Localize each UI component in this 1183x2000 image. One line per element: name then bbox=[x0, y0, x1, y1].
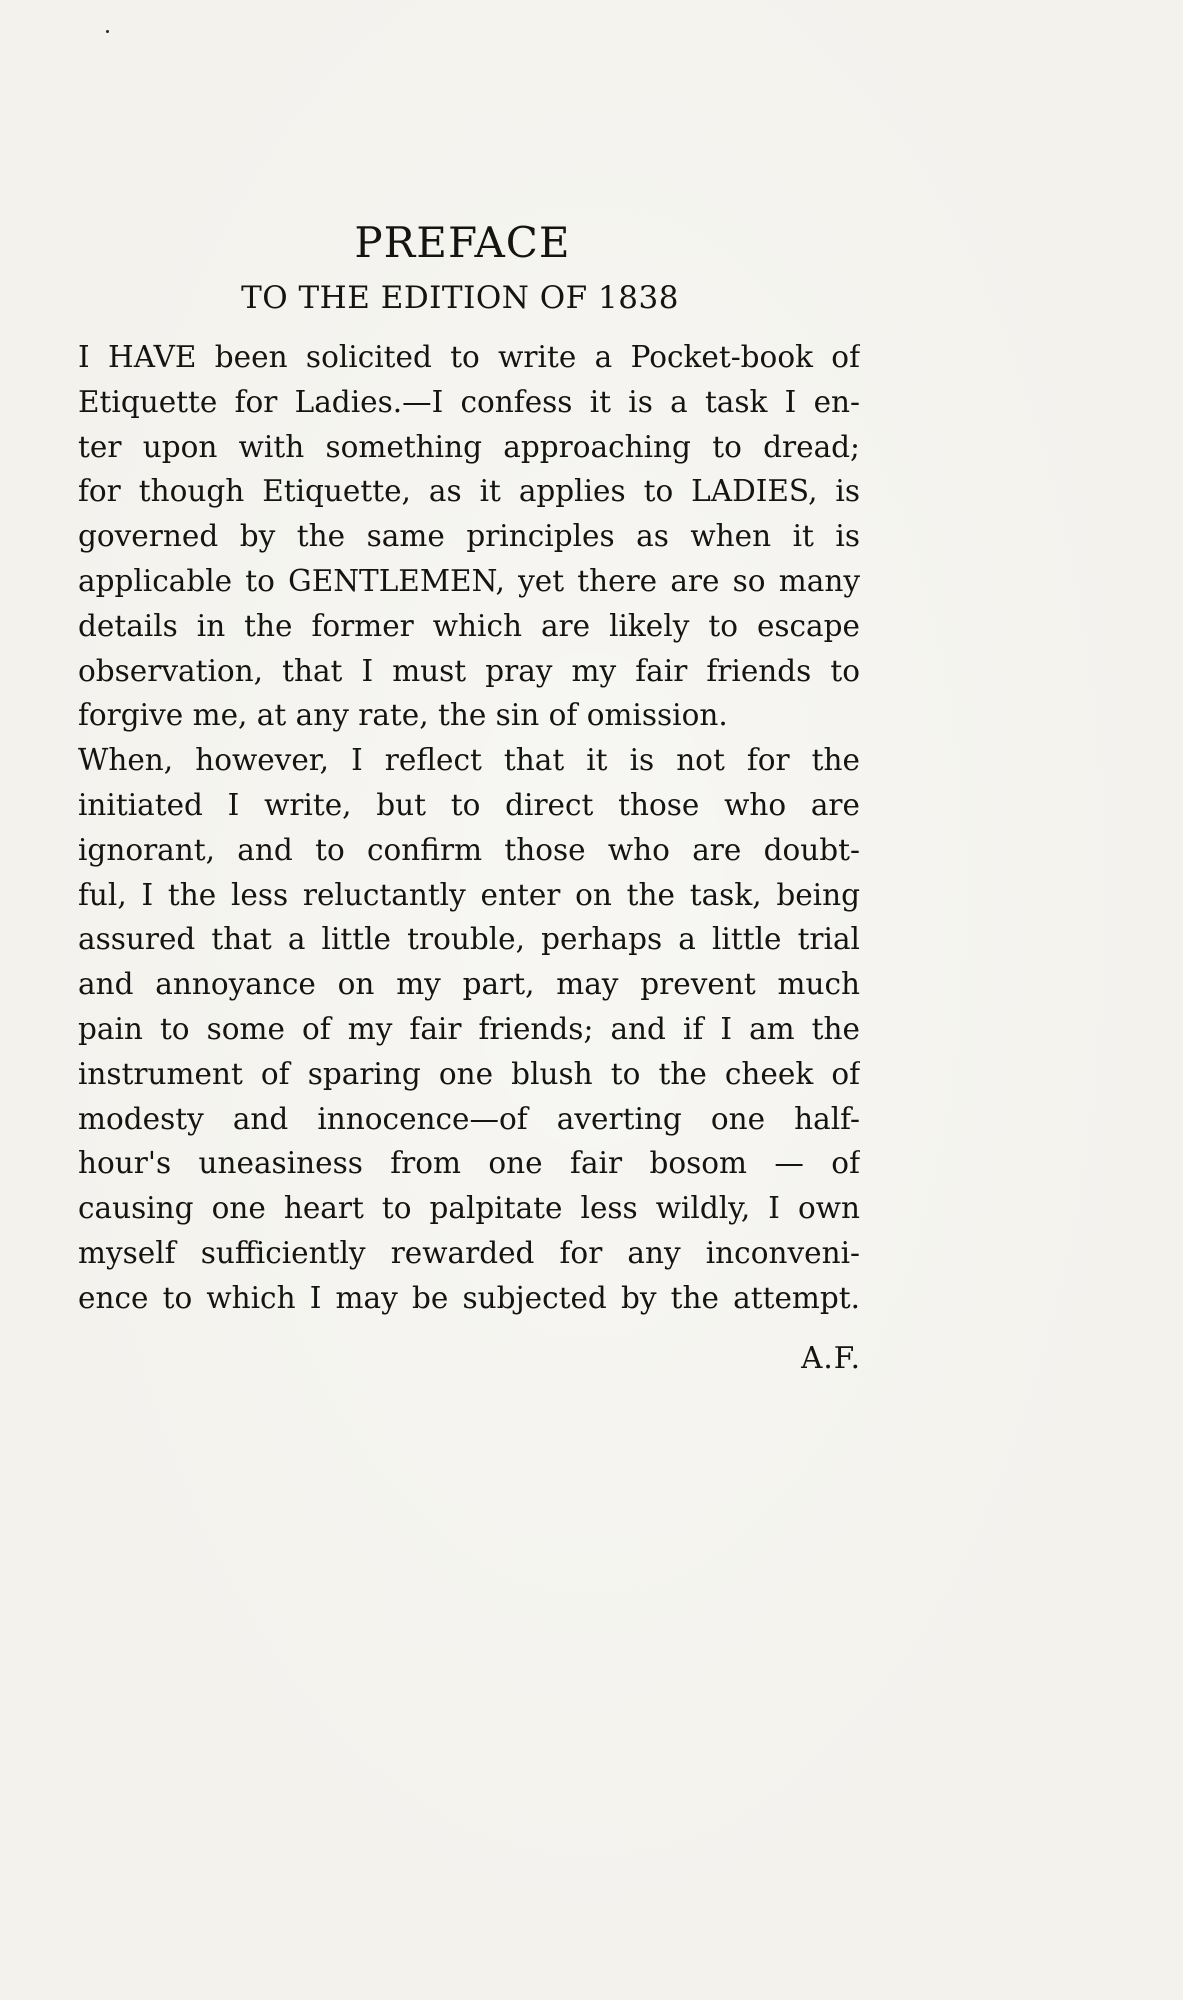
text-line: ter upon with something approaching to dread; bbox=[78, 429, 860, 464]
text-line: forgive me, at any rate, the sin of omission. bbox=[78, 698, 728, 733]
text-line: assured that a little trouble, perhaps a little trial bbox=[78, 922, 860, 957]
text-line: Etiquette for Ladies.—I confess it is a task I en- bbox=[78, 384, 860, 419]
text-line: for though Etiquette, as it applies to LADIES, is bbox=[78, 474, 860, 509]
text-line: initiated I write, but to direct those who are bbox=[78, 787, 860, 822]
text-line: myself sufficiently rewarded for any inconveni- bbox=[78, 1235, 860, 1270]
text-line: causing one heart to palpitate less wildly, I own bbox=[78, 1191, 860, 1226]
text-line: I HAVE been solicited to write a Pocket-book of bbox=[78, 340, 860, 374]
text-line: and annoyance on my part, may prevent much bbox=[78, 967, 860, 1002]
page-title: PREFACE bbox=[354, 218, 571, 267]
text-line: hour's uneasiness from one fair bosom — of bbox=[78, 1146, 860, 1181]
text-line: modesty and innocence—of averting one half- bbox=[78, 1101, 860, 1136]
page-subtitle bbox=[230, 280, 690, 316]
text-line: ful, I the less reluctantly enter on the task, being bbox=[78, 877, 860, 912]
text-line: observation, that I must pray my fair friends to bbox=[78, 653, 860, 688]
signature: A.F. bbox=[801, 1341, 861, 1375]
preface-body bbox=[78, 335, 860, 1321]
text-line: When, however, I reflect that it is not for the bbox=[78, 743, 860, 778]
text-line: ignorant, and to confirm those who are doubt- bbox=[78, 832, 860, 867]
text-line: applicable to GENTLEMEN, yet there are so many bbox=[78, 563, 860, 598]
subtitle-text: TO THE EDITION OF 1838 bbox=[241, 280, 679, 316]
text-line: ence to which I may be subjected by the attempt. bbox=[78, 1280, 860, 1315]
text-line: governed by the same principles as when it is bbox=[78, 519, 860, 554]
text-line: details in the former which are likely to escape bbox=[78, 608, 860, 643]
text-line: instrument of sparing one blush to the cheek of bbox=[78, 1056, 860, 1091]
text-line: pain to some of my fair friends; and if I am the bbox=[78, 1011, 860, 1046]
ink-speck bbox=[106, 30, 109, 33]
